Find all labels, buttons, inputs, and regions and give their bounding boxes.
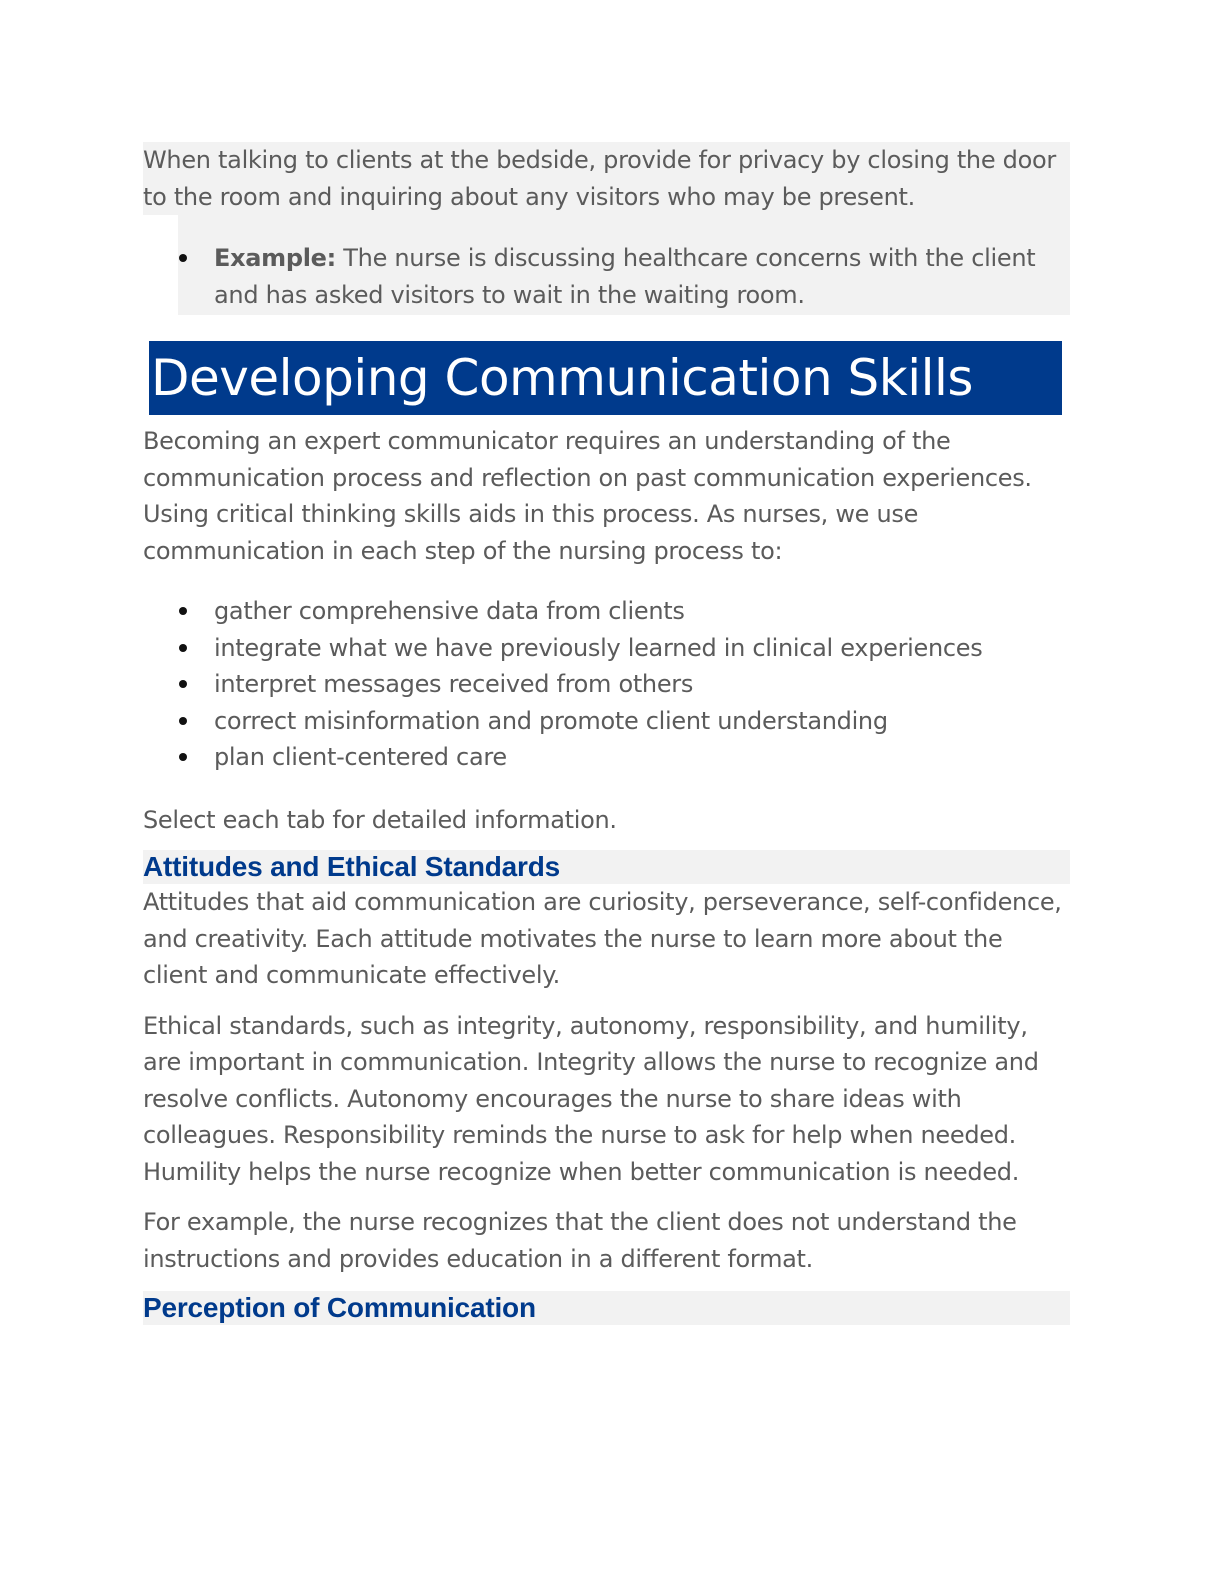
list-item: interpret messages received from others	[178, 666, 1070, 703]
section-intro-paragraph: Becoming an expert communicator requires an understanding of the communication process and reflection on past communication experiences. Using critical thinking skills aids in this process. As nurses, we use communication in each step of the nursing process to:	[143, 427, 1032, 565]
list-item: correct misinformation and promote client understanding	[178, 703, 1070, 740]
attitudes-paragraph: Attitudes that aid communication are curiosity, perseverance, self-confidence, and creativity. Each attitude motivates the nurse to learn more about the client and communicate effectively.	[143, 888, 1062, 989]
example-list-item	[178, 240, 1070, 313]
nursing-process-list	[178, 593, 1070, 776]
example-text: The nurse is discussing healthcare concerns with the client and has asked visitors to wait in the waiting room.	[214, 244, 1036, 309]
select-instruction: Select each tab for detailed information.	[143, 805, 617, 834]
section-title: Developing Communication Skills	[149, 341, 1062, 415]
example-block	[178, 215, 1070, 315]
privacy-paragraph: When talking to clients at the bedside, provide for privacy by closing the door to the room and inquiring about any visitors who may be present.	[143, 146, 1056, 211]
example-list	[178, 240, 1070, 313]
example-label: Example:	[214, 244, 336, 272]
tab-attitudes-ethical-standards[interactable]: Attitudes and Ethical Standards	[143, 850, 1070, 884]
example-paragraph: For example, the nurse recognizes that the client does not understand the instructions and provides education in a different format.	[143, 1208, 1017, 1273]
ethical-standards-paragraph: Ethical standards, such as integrity, autonomy, responsibility, and humility, are important in communication. Integrity allows the nurse to recognize and resolve conflicts. Autonomy encourages the nurse to share ideas with colleagues. Responsibility reminds the nurse to ask for help when needed. Humility helps the nurse recognize when better communication is needed.	[143, 1011, 1039, 1186]
list-item: gather comprehensive data from clients	[178, 593, 1070, 630]
tab-perception-of-communication[interactable]: Perception of Communication	[143, 1291, 1070, 1325]
list-item: plan client-centered care	[178, 739, 1070, 776]
document-page	[143, 142, 1070, 1325]
privacy-block	[143, 142, 1070, 215]
list-item: integrate what we have previously learned in clinical experiences	[178, 630, 1070, 667]
